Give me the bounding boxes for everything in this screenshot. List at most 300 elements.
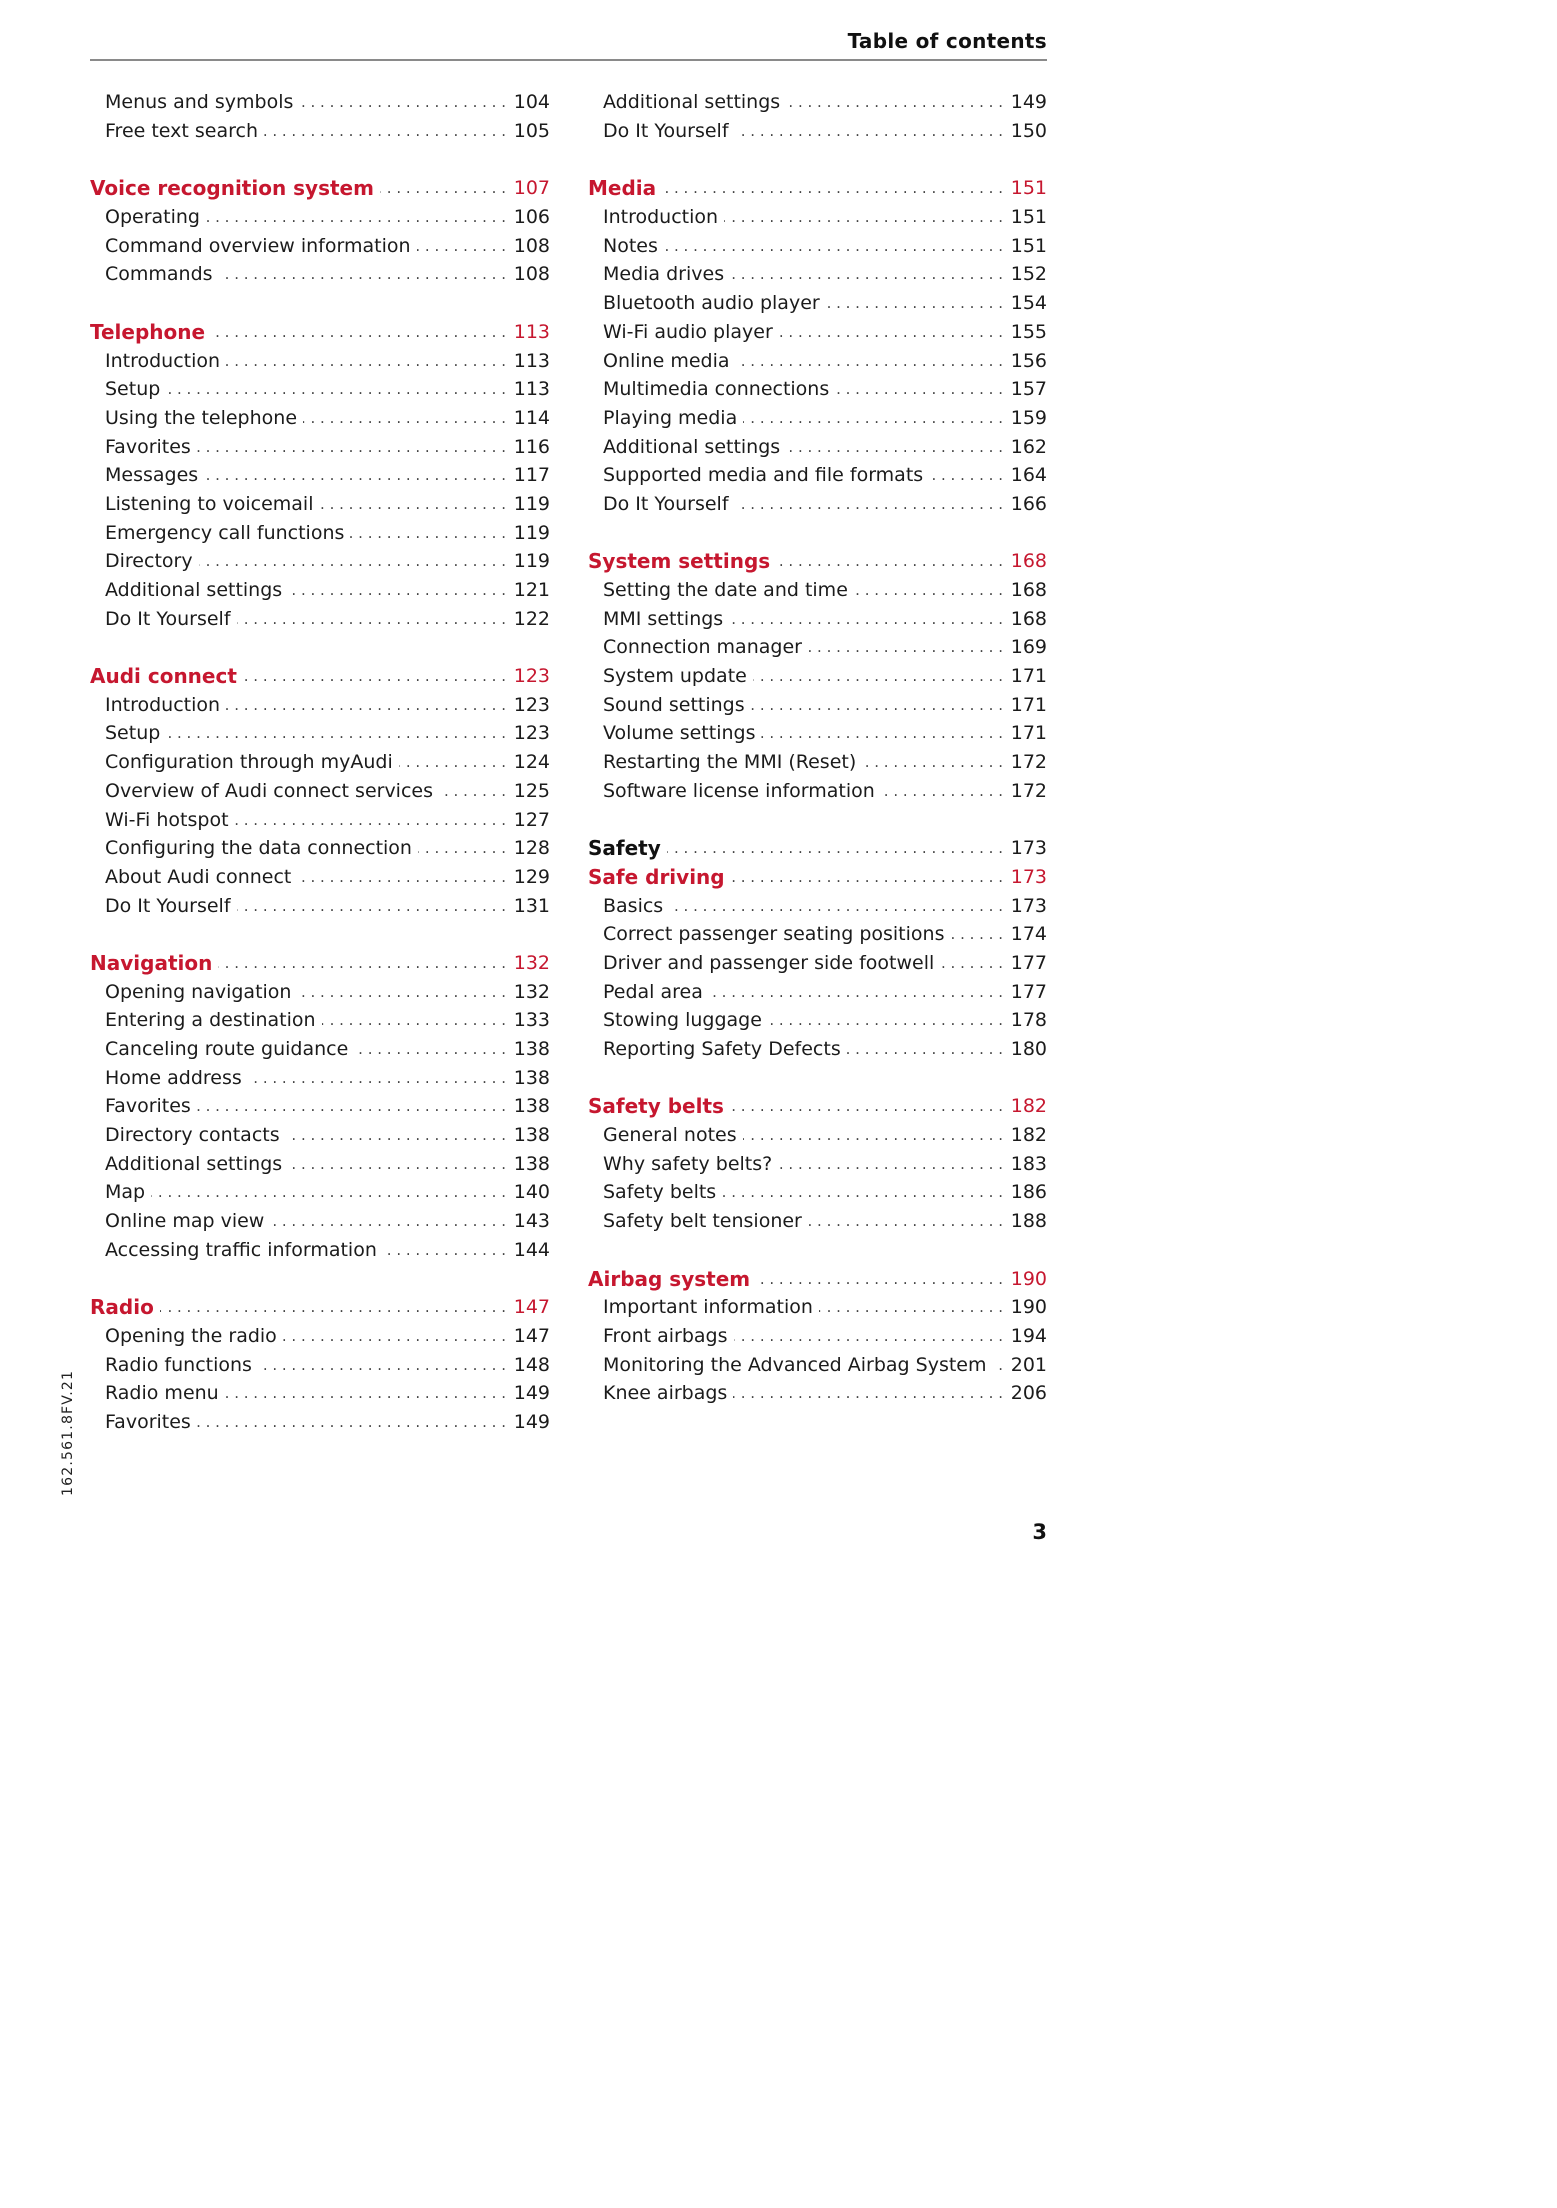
toc-page-number: 155 [1010,320,1047,343]
toc-page-number: 174 [1010,923,1047,946]
toc-spacer [90,145,550,174]
toc-page-number: 108 [513,234,550,257]
toc-entry[interactable] [588,777,1047,806]
toc-page-number: 105 [513,120,550,143]
toc-entry-label: Airbag system [588,1266,751,1291]
toc-entry[interactable] [90,719,550,748]
toc-entry-label: Why safety belts? [603,1152,773,1175]
dot-leader [768,1011,1003,1029]
toc-entry[interactable] [90,1408,550,1437]
toc-page-number: 147 [513,1324,550,1347]
toc-entry-label: Notes [603,234,658,257]
dot-leader [288,581,506,599]
dot-leader [753,667,1003,685]
toc-entry[interactable] [588,260,1047,289]
toc-entry[interactable] [90,891,550,920]
toc-entry[interactable] [588,1035,1047,1064]
toc-entry[interactable] [588,289,1047,318]
toc-page-number: 178 [1010,1009,1047,1032]
toc-entry-label: Operating [105,206,200,229]
dot-leader [303,409,506,427]
dot-leader [776,552,1003,570]
toc-entry[interactable] [90,1092,550,1121]
toc-right-column [588,88,1047,1408]
toc-entry[interactable] [588,1006,1047,1035]
toc-entry[interactable] [90,604,550,633]
toc-entry[interactable] [588,633,1047,662]
toc-entry[interactable] [588,432,1047,461]
toc-entry[interactable] [90,748,550,777]
toc-section-heading[interactable] [588,1092,1047,1121]
toc-entry-label: Wi-Fi audio player [603,320,773,343]
toc-spacer [588,518,1047,547]
toc-page-number: 132 [513,980,550,1003]
toc-entry[interactable] [90,1178,550,1207]
dot-leader [735,122,1003,140]
page-number: 3 [1032,1520,1047,1544]
toc-page-number: 201 [1010,1353,1047,1376]
toc-page-number: 132 [513,951,550,974]
toc-entry-label: Additional settings [105,1152,283,1175]
toc-page-number: 164 [1010,464,1047,487]
dot-leader [736,352,1003,370]
dot-leader [743,409,1003,427]
toc-entry[interactable] [90,1322,550,1351]
toc-entry[interactable] [90,117,550,146]
toc-entry-label: Emergency call functions [105,521,345,544]
toc-entry[interactable] [90,260,550,289]
toc-entry-label: Introduction [603,206,719,229]
toc-page-number: 169 [1010,636,1047,659]
toc-page-number: 159 [1010,406,1047,429]
toc-page-number: 188 [1010,1210,1047,1233]
dot-leader [354,1040,506,1058]
toc-entry[interactable] [90,404,550,433]
toc-entry-label: Playing media [603,406,738,429]
toc-page-number: 149 [513,1410,550,1433]
dot-leader [264,122,506,140]
toc-page-number: 182 [1010,1124,1047,1147]
toc-page-number: 133 [513,1009,550,1032]
dot-leader [204,466,506,484]
toc-entry-label: Directory [105,550,193,573]
dot-leader [664,237,1003,255]
dot-leader [786,93,1003,111]
toc-entry[interactable] [588,1350,1047,1379]
toc-page-number: 119 [513,492,550,515]
toc-entry[interactable] [588,375,1047,404]
toc-page-number: 157 [1010,378,1047,401]
toc-page-number: 148 [513,1353,550,1376]
toc-entry[interactable] [588,748,1047,777]
toc-entry[interactable] [90,834,550,863]
toc-entry-label: Knee airbags [603,1382,728,1405]
toc-entry[interactable] [90,977,550,1006]
toc-entry-label: Monitoring the Advanced Airbag System [603,1353,987,1376]
toc-entry-label: Audi connect [90,664,237,689]
toc-entry[interactable] [90,432,550,461]
toc-entry[interactable] [588,920,1047,949]
dot-leader [399,753,506,771]
dot-leader [226,352,506,370]
toc-page-number: 171 [1010,665,1047,688]
toc-entry-label: Setting the date and time [603,579,848,602]
dot-leader [243,667,506,685]
toc-page-number: 186 [1010,1181,1047,1204]
toc-page-number: 143 [513,1210,550,1233]
dot-leader [709,983,1003,1001]
toc-entry-label: Front airbags [603,1324,728,1347]
toc-entry-label: Opening the radio [105,1324,277,1347]
toc-page-number: 144 [513,1238,550,1261]
toc-page-number: 149 [513,1382,550,1405]
toc-page-number: 172 [1010,751,1047,774]
toc-entry[interactable] [588,1207,1047,1236]
toc-section-heading[interactable] [588,834,1047,863]
toc-entry[interactable] [588,1379,1047,1408]
toc-page-number: 138 [513,1152,550,1175]
toc-entry-label: Voice recognition system [90,176,374,201]
toc-entry[interactable] [588,662,1047,691]
toc-page-number: 122 [513,607,550,630]
toc-page-number: 138 [513,1124,550,1147]
toc-entry-label: Basics [603,894,664,917]
dot-leader [299,93,506,111]
dot-leader [218,954,506,972]
toc-entry-label: Do It Yourself [105,894,231,917]
toc-entry[interactable] [90,1035,550,1064]
dot-leader [270,1212,506,1230]
toc-entry[interactable] [588,891,1047,920]
dot-leader [219,265,506,283]
toc-spacer [90,920,550,949]
dot-leader [779,323,1003,341]
toc-entry-label: System update [603,665,747,688]
toc-page-number: 125 [513,779,550,802]
toc-page-number: 104 [513,91,550,114]
dot-leader [881,782,1003,800]
toc-entry[interactable] [588,404,1047,433]
toc-page-number: 168 [1010,607,1047,630]
toc-page-number: 172 [1010,779,1047,802]
toc-entry-label: Listening to voicemail [105,492,314,515]
toc-section-heading[interactable] [90,949,550,978]
toc-entry[interactable] [90,1006,550,1035]
toc-section-heading[interactable] [588,863,1047,892]
toc-entry-label: Pedal area [603,980,703,1003]
toc-entry[interactable] [90,1121,550,1150]
dot-leader [735,495,1003,513]
toc-entry[interactable] [588,977,1047,1006]
toc-entry-label: Configuring the data connection [105,837,412,860]
toc-entry[interactable] [588,318,1047,347]
toc-entry-label: Additional settings [603,435,781,458]
toc-page-number: 173 [1010,894,1047,917]
dot-leader [730,1097,1003,1115]
toc-entry[interactable] [90,1063,550,1092]
toc-entry-label: Entering a destination [105,1009,316,1032]
toc-entry-label: Menus and symbols [105,91,294,114]
dot-leader [808,1212,1003,1230]
toc-entry[interactable] [588,576,1047,605]
dot-leader [847,1040,1003,1058]
toc-page-number: 190 [1010,1267,1047,1290]
dot-leader [380,179,506,197]
toc-entry[interactable] [90,690,550,719]
toc-entry-label: Connection manager [603,636,802,659]
toc-page-number: 177 [1010,951,1047,974]
toc-entry-label: Safety belts [588,1094,724,1119]
toc-entry[interactable] [90,375,550,404]
toc-spacer [90,633,550,662]
toc-page-number: 107 [513,177,550,200]
toc-section-heading[interactable] [90,1293,550,1322]
toc-section-heading[interactable] [90,662,550,691]
toc-entry-label: Free text search [105,120,259,143]
toc-entry-label: Favorites [105,1410,191,1433]
toc-page-number: 168 [1010,550,1047,573]
toc-page-number: 113 [513,378,550,401]
dot-leader [237,897,506,915]
dot-leader [662,179,1003,197]
dot-leader [237,610,506,628]
toc-page-number: 162 [1010,435,1047,458]
toc-entry-label: Additional settings [105,579,283,602]
toc-entry-label: Introduction [105,693,221,716]
toc-entry-label: Media drives [603,263,725,286]
dot-leader [929,466,1003,484]
toc-entry-label: Wi-Fi hotspot [105,808,229,831]
toc-entry[interactable] [90,490,550,519]
toc-entry[interactable] [90,461,550,490]
dot-leader [722,1183,1003,1201]
dot-leader [319,495,506,513]
toc-entry-label: Volume settings [603,722,756,745]
toc-entry[interactable] [90,576,550,605]
toc-page-number: 182 [1010,1095,1047,1118]
toc-entry[interactable] [588,88,1047,117]
toc-entry[interactable] [90,863,550,892]
toc-entry[interactable] [588,1293,1047,1322]
toc-page-number: 151 [1010,177,1047,200]
toc-page-number: 119 [513,550,550,573]
toc-entry[interactable] [588,719,1047,748]
toc-page-number: 106 [513,206,550,229]
toc-entry-label: Telephone [90,319,206,344]
toc-entry-label: Do It Yourself [105,607,231,630]
toc-entry-label: Sound settings [603,693,745,716]
toc-entry[interactable] [90,1149,550,1178]
dot-leader [206,208,506,226]
toc-page-number: 173 [1010,865,1047,888]
dot-leader [283,1327,506,1345]
toc-page-number: 113 [513,349,550,372]
toc-section-heading[interactable] [588,1264,1047,1293]
toc-entry[interactable] [90,1207,550,1236]
toc-page-number: 138 [513,1066,550,1089]
toc-entry[interactable] [90,231,550,260]
dot-leader [669,897,1003,915]
toc-entry-label: Bluetooth audio player [603,292,820,315]
dot-leader [743,1126,1003,1144]
toc-spacer [90,1264,550,1293]
toc-page-number: 171 [1010,722,1047,745]
toc-entry[interactable] [90,777,550,806]
toc-page-number: 151 [1010,234,1047,257]
toc-page-number: 140 [513,1181,550,1204]
dot-leader [731,868,1003,886]
dot-leader [235,811,506,829]
toc-page-number: 119 [513,521,550,544]
toc-entry[interactable] [588,117,1047,146]
toc-spacer [588,1063,1047,1092]
toc-section-heading[interactable] [90,174,550,203]
toc-entry[interactable] [588,490,1047,519]
toc-entry-label: General notes [603,1124,737,1147]
dot-leader [835,380,1003,398]
toc-page-number: 128 [513,837,550,860]
header-divider [90,59,1047,61]
dot-leader [819,1298,1003,1316]
toc-entry-label: Restarting the MMI (Reset) [603,751,857,774]
dot-leader [199,552,506,570]
dot-leader [226,696,506,714]
toc-entry-label: System settings [588,549,771,574]
toc-entry-label: Map [105,1181,146,1204]
toc-entry-label: Correct passenger seating positions [603,923,945,946]
dot-leader [940,954,1003,972]
toc-entry-label: Important information [603,1296,813,1319]
toc-entry[interactable] [588,346,1047,375]
toc-left-column [90,88,550,1436]
dot-leader [756,1270,1003,1288]
document-code: 162.561.8FV.21 [60,1369,76,1496]
toc-page-number: 150 [1010,120,1047,143]
toc-entry-label: Do It Yourself [603,120,729,143]
toc-entry-label: Overview of Audi connect services [105,779,434,802]
toc-entry[interactable] [588,461,1047,490]
dot-leader [322,1011,506,1029]
toc-entry-label: Commands [105,263,213,286]
toc-entry-label: Driver and passenger side footwell [603,951,935,974]
toc-page-number: 108 [513,263,550,286]
toc-entry-label: Multimedia connections [603,378,830,401]
dot-leader [862,753,1003,771]
toc-entry-label: Do It Yourself [603,492,729,515]
dot-leader [826,294,1003,312]
toc-entry[interactable] [90,1236,550,1265]
toc-spacer [588,1236,1047,1265]
toc-page-number: 168 [1010,579,1047,602]
toc-entry[interactable] [588,690,1047,719]
toc-section-heading[interactable] [588,547,1047,576]
toc-entry-label: Setup [105,722,161,745]
dot-leader [761,724,1003,742]
toc-entry-label: Safety [588,836,661,861]
toc-entry-label: Safe driving [588,864,725,889]
toc-entry[interactable] [90,805,550,834]
toc-entry-label: Online map view [105,1210,265,1233]
toc-page-number: 123 [513,722,550,745]
page-header-title: Table of contents [847,29,1047,53]
toc-entry-label: Radio [90,1295,154,1320]
toc-entry[interactable] [90,1379,550,1408]
toc-entry-label: Using the telephone [105,406,298,429]
toc-entry[interactable] [588,1149,1047,1178]
toc-entry[interactable] [90,346,550,375]
toc-entry-label: Radio menu [105,1382,219,1405]
toc-page-number: 152 [1010,263,1047,286]
toc-page-number: 129 [513,865,550,888]
toc-page-number: 156 [1010,349,1047,372]
dot-leader [993,1356,1004,1374]
toc-entry[interactable] [588,203,1047,232]
toc-entry[interactable] [90,88,550,117]
toc-entry[interactable] [90,1350,550,1379]
toc-entry-label: Command overview information [105,234,411,257]
dot-leader [258,1356,506,1374]
toc-entry-label: Accessing traffic information [105,1238,377,1261]
toc-entry-label: Favorites [105,435,191,458]
toc-section-heading[interactable] [90,318,550,347]
dot-leader [350,524,506,542]
dot-leader [808,638,1003,656]
toc-entry-label: Reporting Safety Defects [603,1038,841,1061]
toc-page-number: 171 [1010,693,1047,716]
toc-page-number: 131 [513,894,550,917]
toc-entry[interactable] [90,547,550,576]
toc-entry-label: About Audi connect [105,865,292,888]
toc-section-heading[interactable] [588,174,1047,203]
toc-entry[interactable] [90,518,550,547]
toc-entry[interactable] [588,1121,1047,1150]
toc-page-number: 151 [1010,206,1047,229]
dot-leader [288,1155,506,1173]
toc-page-number: 124 [513,751,550,774]
toc-entry-label: Media [588,176,657,201]
toc-entry[interactable] [90,203,550,232]
toc-entry-label: Stowing luggage [603,1009,762,1032]
toc-entry-label: Safety belt tensioner [603,1210,802,1233]
toc-entry-label: Configuration through myAudi [105,751,393,774]
toc-page-number: 166 [1010,492,1047,515]
dot-leader [724,208,1003,226]
toc-page-number: 117 [513,464,550,487]
toc-page-number: 154 [1010,292,1047,315]
toc-entry-label: Directory contacts [105,1124,280,1147]
dot-leader [854,581,1003,599]
toc-entry[interactable] [588,1322,1047,1351]
toc-entry[interactable] [588,231,1047,260]
dot-leader [225,1384,506,1402]
toc-page-number: 173 [1010,837,1047,860]
dot-leader [729,610,1003,628]
toc-spacer [588,145,1047,174]
dot-leader [297,983,506,1001]
dot-leader [778,1155,1003,1173]
toc-entry-label: Additional settings [603,91,781,114]
toc-entry[interactable] [588,604,1047,633]
toc-entry[interactable] [588,1178,1047,1207]
dot-leader [439,782,506,800]
toc-entry[interactable] [588,949,1047,978]
toc-page-number: 194 [1010,1324,1047,1347]
toc-entry-label: Software license information [603,779,875,802]
dot-leader [733,1384,1003,1402]
dot-leader [197,1097,506,1115]
toc-page-number: 113 [513,320,550,343]
toc-entry-label: MMI settings [603,607,724,630]
